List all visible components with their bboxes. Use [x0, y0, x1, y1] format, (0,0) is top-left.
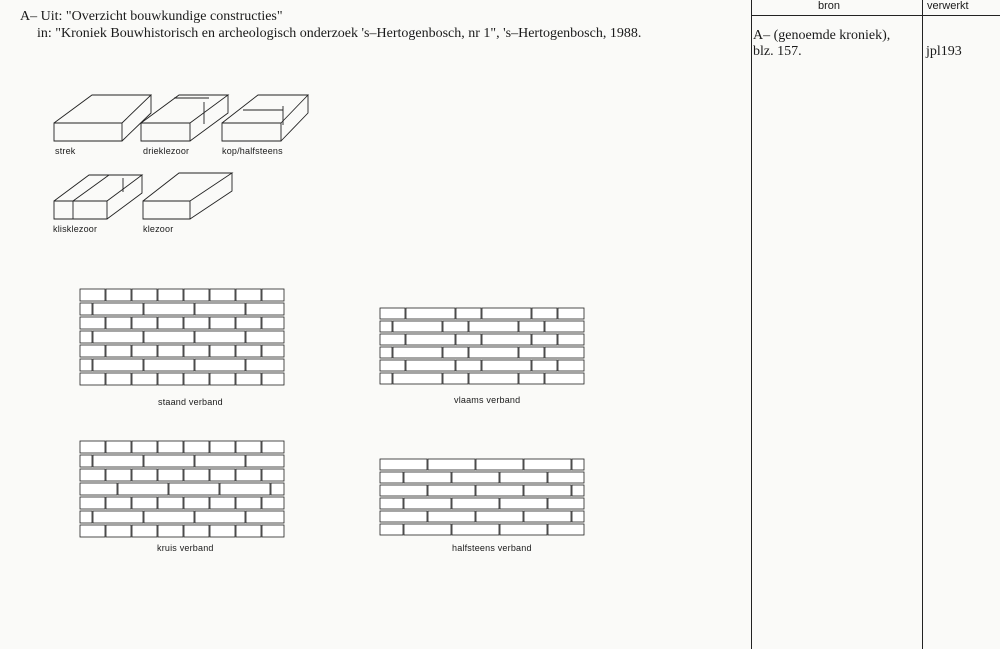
- brick: [236, 497, 261, 509]
- brick-klezoor-drawing: [143, 173, 232, 219]
- brick: [524, 459, 571, 470]
- brick: [246, 359, 284, 371]
- brick: [80, 331, 92, 343]
- brick: [558, 360, 584, 371]
- brick: [532, 308, 557, 319]
- brick: [106, 469, 131, 481]
- brick: [106, 497, 131, 509]
- brick: [236, 525, 261, 537]
- brick: [406, 334, 455, 345]
- brick: [158, 497, 183, 509]
- brick: [132, 525, 157, 537]
- brick: [469, 347, 518, 358]
- brick: [482, 334, 531, 345]
- brick: [380, 485, 427, 496]
- brick: [195, 331, 245, 343]
- brick: [428, 459, 475, 470]
- table-header-rule: [751, 15, 1000, 16]
- brick: [428, 511, 475, 522]
- wall-kruis-verband: [80, 441, 284, 537]
- brick: [220, 483, 270, 495]
- brick: [184, 469, 209, 481]
- brick: [80, 525, 105, 537]
- brick: [532, 360, 557, 371]
- brick-kop-halfsteens-drawing: [222, 95, 308, 141]
- column-header-verwerkt: verwerkt: [927, 0, 969, 12]
- brick: [93, 455, 143, 467]
- brick: [262, 373, 284, 385]
- brick: [80, 303, 92, 315]
- brick: [380, 511, 427, 522]
- brick: [452, 498, 499, 509]
- column-header-bron: bron: [818, 0, 841, 12]
- brick: [132, 289, 157, 301]
- label-klisklezoor: klisklezoor: [53, 224, 98, 234]
- label-kruis-verband: kruis verband: [157, 543, 214, 553]
- brick: [262, 317, 284, 329]
- brick: [184, 289, 209, 301]
- brick: [210, 373, 235, 385]
- brick: [404, 524, 451, 535]
- brick: [236, 469, 261, 481]
- brick: [262, 497, 284, 509]
- brick: [210, 469, 235, 481]
- brick: [404, 472, 451, 483]
- brick: [106, 373, 131, 385]
- brick: [210, 317, 235, 329]
- brick: [519, 373, 544, 384]
- brick: [93, 511, 143, 523]
- verwerkt-cell: jpl193: [926, 44, 962, 59]
- brick: [210, 497, 235, 509]
- brick: [428, 485, 475, 496]
- brick: [393, 347, 442, 358]
- table-divider-middle: [922, 0, 923, 649]
- brick: [558, 334, 584, 345]
- brick: [246, 455, 284, 467]
- table-divider-left: [751, 0, 752, 649]
- brick: [380, 472, 403, 483]
- brick: [469, 321, 518, 332]
- brick: [195, 511, 245, 523]
- brick: [456, 360, 481, 371]
- brick: [572, 459, 584, 470]
- brick: [106, 441, 131, 453]
- brick: [158, 289, 183, 301]
- brick-strek-drawing: [54, 95, 151, 141]
- brick: [262, 345, 284, 357]
- brick: [93, 359, 143, 371]
- brick: [132, 441, 157, 453]
- brick: [500, 524, 547, 535]
- brick: [443, 373, 468, 384]
- brick: [80, 511, 92, 523]
- label-staand-verband: staand verband: [158, 397, 223, 407]
- brick: [210, 441, 235, 453]
- brick: [80, 441, 105, 453]
- brick: [548, 524, 584, 535]
- brick: [106, 317, 131, 329]
- brick: [456, 334, 481, 345]
- brick: [93, 303, 143, 315]
- brick: [144, 303, 194, 315]
- brick: [184, 497, 209, 509]
- brick-drieklezoor-drawing: [141, 95, 228, 141]
- label-kop-halfsteens: kop/halfsteens: [222, 146, 283, 156]
- wall-halfsteens-verband: [380, 459, 584, 535]
- brick: [236, 345, 261, 357]
- brick: [80, 345, 105, 357]
- label-drieklezoor: drieklezoor: [143, 146, 190, 156]
- brick: [144, 511, 194, 523]
- brick: [158, 345, 183, 357]
- brick-klisklezoor-drawing: [54, 175, 142, 219]
- brick: [80, 373, 105, 385]
- brick: [380, 459, 427, 470]
- brick: [80, 289, 105, 301]
- brick: [262, 469, 284, 481]
- brick: [452, 524, 499, 535]
- brick: [246, 303, 284, 315]
- brick: [106, 289, 131, 301]
- brick: [443, 321, 468, 332]
- brick: [519, 347, 544, 358]
- brick: [548, 472, 584, 483]
- brick: [195, 359, 245, 371]
- brick: [393, 373, 442, 384]
- brick: [158, 317, 183, 329]
- brick: [169, 483, 219, 495]
- brick: [380, 347, 392, 358]
- brick: [262, 525, 284, 537]
- brick: [195, 303, 245, 315]
- brick: [524, 485, 571, 496]
- brick: [519, 321, 544, 332]
- brick: [532, 334, 557, 345]
- brick: [393, 321, 442, 332]
- brick: [271, 483, 284, 495]
- brick: [80, 483, 117, 495]
- brick: [380, 373, 392, 384]
- brick: [210, 345, 235, 357]
- brick: [236, 373, 261, 385]
- brick: [132, 373, 157, 385]
- brick: [210, 289, 235, 301]
- brick: [184, 525, 209, 537]
- brick: [443, 347, 468, 358]
- brick: [184, 441, 209, 453]
- brick: [144, 331, 194, 343]
- wall-vlaams-verband: [380, 308, 584, 384]
- brick: [476, 459, 523, 470]
- brick: [548, 498, 584, 509]
- brick: [500, 498, 547, 509]
- brick: [158, 441, 183, 453]
- brick: [236, 317, 261, 329]
- brick: [476, 511, 523, 522]
- brick: [195, 455, 245, 467]
- brick: [184, 345, 209, 357]
- brick: [184, 373, 209, 385]
- label-halfsteens-verband: halfsteens verband: [452, 543, 532, 553]
- brick: [80, 455, 92, 467]
- brick: [246, 331, 284, 343]
- source-citation: in: "Kroniek Bouwhistorisch en archeologisch onderzoek 's–Hertogenbosch, nr 1", 's–Hertogenbosch, 1988.: [37, 26, 642, 41]
- wall-staand-verband: [80, 289, 284, 385]
- brick: [380, 321, 392, 332]
- brick: [572, 485, 584, 496]
- brick: [158, 373, 183, 385]
- brick: [158, 469, 183, 481]
- brick: [482, 360, 531, 371]
- brick: [80, 469, 105, 481]
- brick: [500, 472, 547, 483]
- brick: [406, 308, 455, 319]
- brick: [452, 472, 499, 483]
- bron-cell-line2: blz. 157.: [753, 44, 802, 59]
- brick: [144, 455, 194, 467]
- brick: [456, 308, 481, 319]
- brick: [80, 317, 105, 329]
- brick: [132, 469, 157, 481]
- label-strek: strek: [55, 146, 76, 156]
- brick: [144, 359, 194, 371]
- brick: [482, 308, 531, 319]
- brick: [558, 308, 584, 319]
- brick: [80, 359, 92, 371]
- brick: [80, 497, 105, 509]
- label-vlaams-verband: vlaams verband: [454, 395, 521, 405]
- brick: [380, 360, 405, 371]
- brick: [380, 334, 405, 345]
- brick: [132, 497, 157, 509]
- brick: [545, 373, 584, 384]
- brick: [236, 289, 261, 301]
- brick: [210, 525, 235, 537]
- brick: [118, 483, 168, 495]
- brick: [262, 441, 284, 453]
- brick: [184, 317, 209, 329]
- bron-cell-line1: A– (genoemde kroniek),: [753, 28, 891, 43]
- label-klezoor: klezoor: [143, 224, 174, 234]
- brick: [404, 498, 451, 509]
- brick: [158, 525, 183, 537]
- brick: [406, 360, 455, 371]
- brick: [106, 525, 131, 537]
- brick: [246, 511, 284, 523]
- source-title: A– Uit: "Overzicht bouwkundige constructies": [20, 9, 283, 24]
- brick: [236, 441, 261, 453]
- brick: [572, 511, 584, 522]
- brick: [380, 524, 403, 535]
- brick: [476, 485, 523, 496]
- brick: [545, 347, 584, 358]
- brick: [380, 498, 403, 509]
- brick: [380, 308, 405, 319]
- brick: [93, 331, 143, 343]
- brick: [545, 321, 584, 332]
- brick: [262, 289, 284, 301]
- brick: [132, 317, 157, 329]
- brick: [106, 345, 131, 357]
- brick: [524, 511, 571, 522]
- brick: [132, 345, 157, 357]
- brick: [469, 373, 518, 384]
